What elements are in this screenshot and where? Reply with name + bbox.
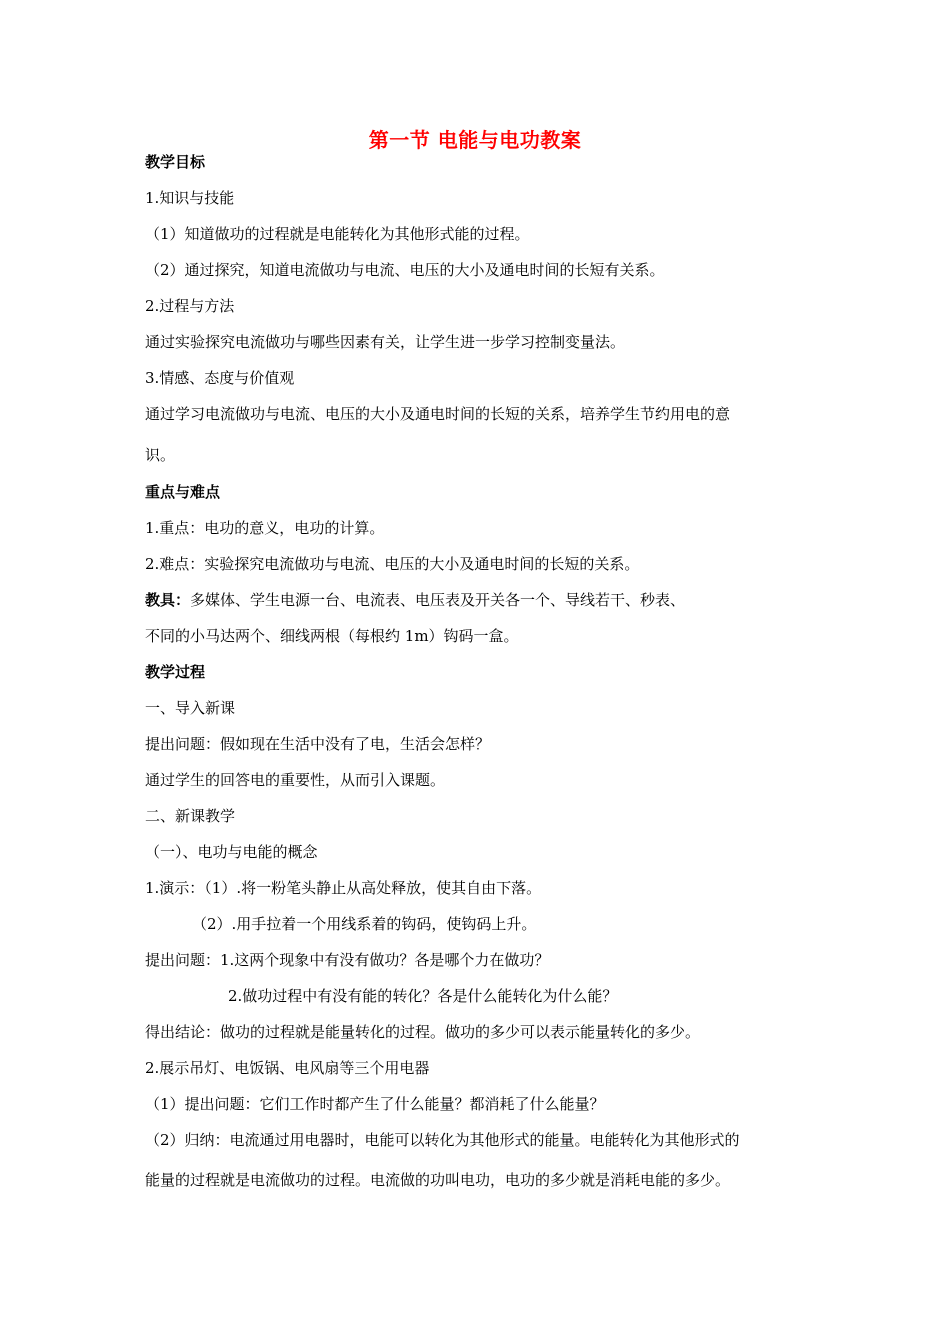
goal-emotion-text-cont: 识。 (145, 446, 176, 464)
goal-emotion-text: 通过学习电流做功与电流、电压的大小及通电时间的长短的关系，培养学生节约用电的意 (145, 405, 731, 423)
summary: （2）归纳：电流通过用电器时，电能可以转化为其他形式的能量。电能转化为其他形式的 (145, 1131, 740, 1149)
heading-teaching-process: 教学过程 (145, 663, 206, 681)
question-1: 提出问题：1.这两个现象中有没有做功？各是哪个力在做功？ (145, 951, 550, 969)
intro-question: 提出问题：假如现在生活中没有了电，生活会怎样？ (145, 735, 491, 753)
section-new-lesson: 二、新课教学 (145, 807, 236, 825)
summary-cont: 能量的过程就是电流做功的过程。电流做的功叫电功，电功的多少就是消耗电能的多少。 (145, 1171, 731, 1189)
tools-text-cont: 不同的小马达两个、细线两根（每根约 1m）钩码一盒。 (145, 627, 519, 645)
goal-emotion: 3.情感、态度与价值观 (145, 369, 295, 387)
demo-2: （2）.用手拉着一个用线系着的钩码，使钩码上升。 (192, 915, 537, 933)
tools-label: 教具： (145, 591, 191, 609)
goal-knowledge-item-1: （1）知道做功的过程就是电能转化为其他形式能的过程。 (145, 225, 530, 243)
section-intro: 一、导入新课 (145, 699, 236, 717)
key-point: 1.重点：电功的意义，电功的计算。 (145, 519, 385, 537)
document-title: 第一节 电能与电功教案 (368, 128, 582, 152)
goal-process-text: 通过实验探究电流做功与哪些因素有关，让学生进一步学习控制变量法。 (145, 333, 626, 351)
conclusion: 得出结论：做功的过程就是能量转化的过程。做功的多少可以表示能量转化的多少。 (145, 1023, 701, 1041)
appliance-question: （1）提出问题：它们工作时都产生了什么能量？都消耗了什么能量？ (145, 1095, 605, 1113)
heading-key-points: 重点与难点 (145, 483, 221, 501)
difficult-point: 2.难点：实验探究电流做功与电流、电压的大小及通电时间的长短的关系。 (145, 555, 640, 573)
question-2: 2.做功过程中有没有能的转化？各是什么能转化为什么能？ (228, 987, 618, 1005)
heading-teaching-goals: 教学目标 (145, 153, 206, 171)
demo-1: 1.演示：（1）.将一粉笔头静止从高处释放，使其自由下落。 (145, 879, 542, 897)
tools-text: 多媒体、学生电源一台、电流表、电压表及开关各一个、导线若干、秒表、 (190, 591, 686, 609)
subsection-concepts: （一）、电功与电能的概念 (145, 843, 318, 861)
goal-process: 2.过程与方法 (145, 297, 235, 315)
show-appliances: 2.展示吊灯、电饭锅、电风扇等三个用电器 (145, 1059, 430, 1077)
goal-knowledge: 1.知识与技能 (145, 189, 235, 207)
goal-knowledge-item-2: （2）通过探究，知道电流做功与电流、电压的大小及通电时间的长短有关系。 (145, 261, 665, 279)
tools-line (145, 590, 685, 610)
intro-text: 通过学生的回答电的重要性，从而引入课题。 (145, 771, 446, 789)
